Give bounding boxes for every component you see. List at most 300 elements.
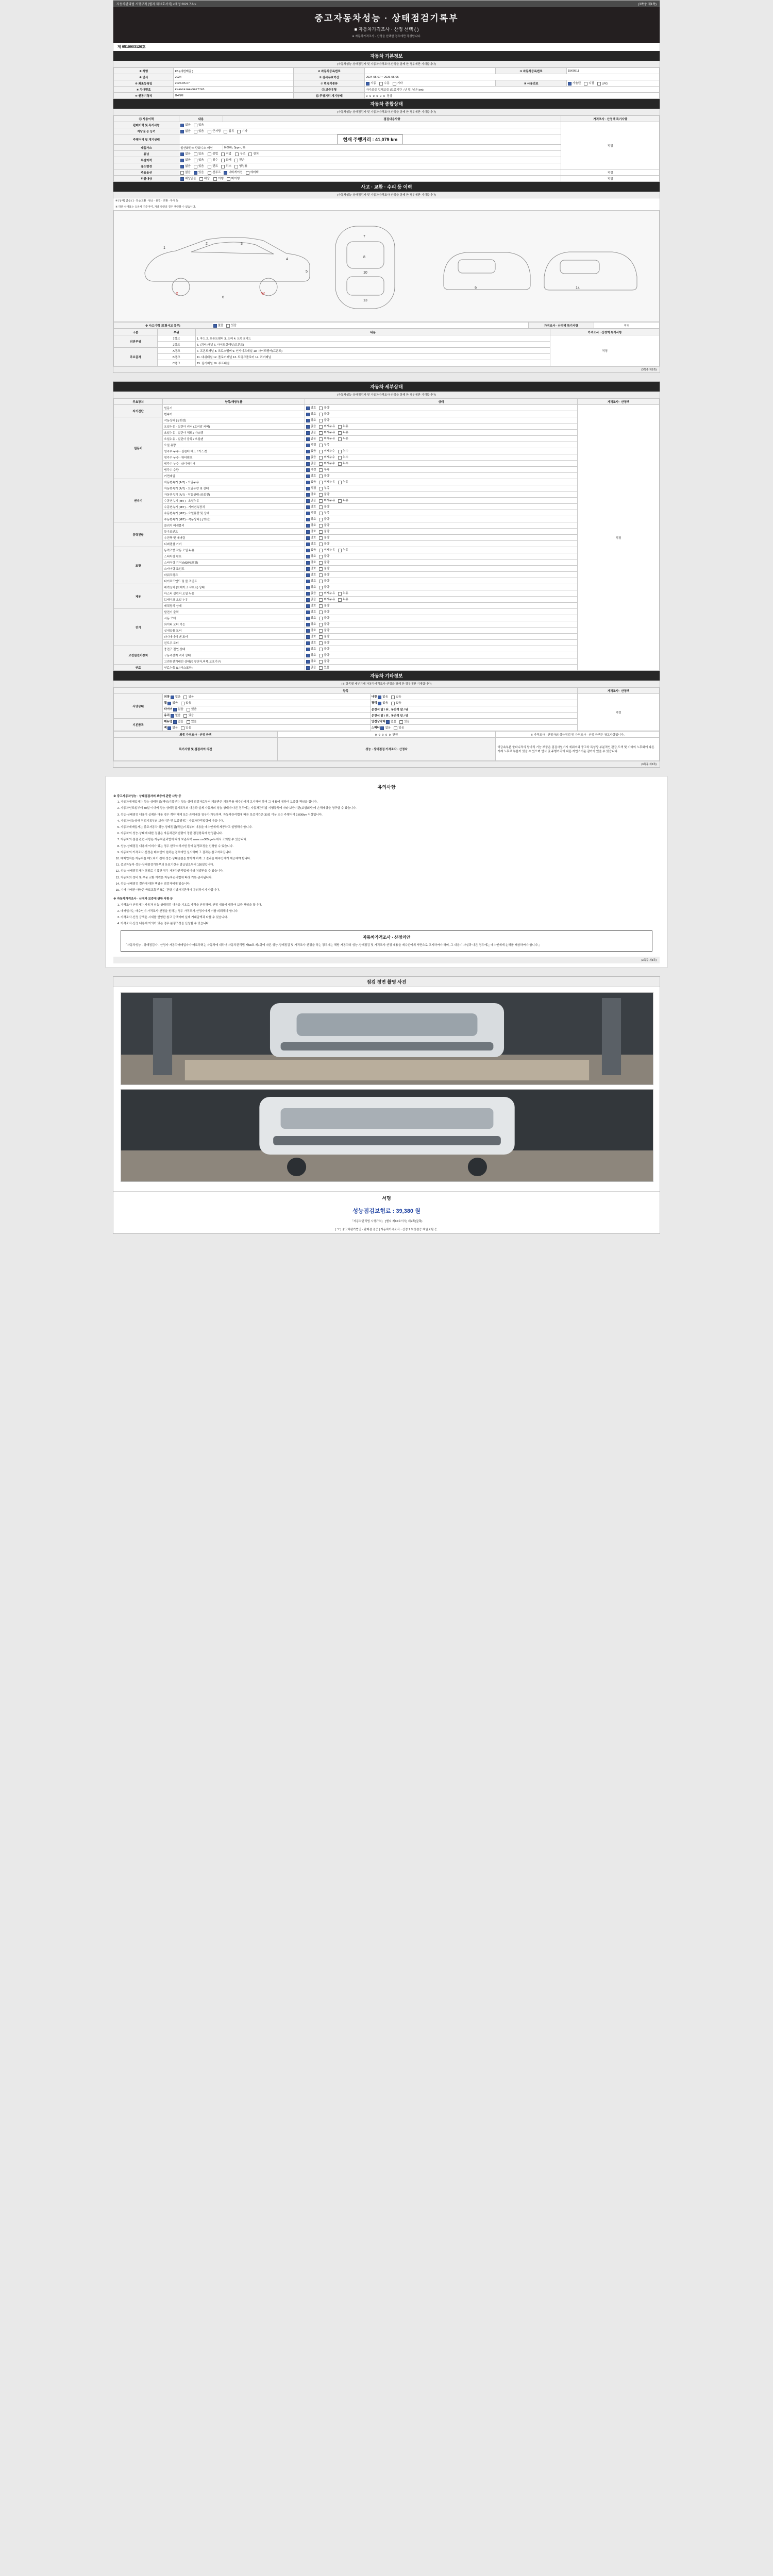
detail-item-options[interactable] — [305, 609, 578, 615]
svg-text:X: X — [176, 292, 178, 296]
declaration-box — [121, 930, 652, 951]
checkbox-option[interactable]: 없음 — [306, 548, 316, 552]
checkbox-option[interactable]: 불량 — [319, 529, 329, 533]
checkbox-option[interactable]: 있음 — [391, 694, 401, 699]
checkbox-option[interactable]: 미세누유 — [319, 436, 335, 440]
rank-3-r: B랭크 — [157, 354, 195, 360]
detail-item-label: 수동변속기 (M/T) - 기어변속장치 — [163, 504, 305, 510]
detail-item-options[interactable] — [305, 658, 578, 665]
checkbox-option[interactable]: 있음 — [391, 701, 401, 705]
detail-item-options[interactable] — [305, 572, 578, 578]
detail-item-options[interactable] — [305, 566, 578, 572]
detail-item-options[interactable] — [305, 405, 578, 411]
checkbox-option[interactable]: 누유 — [338, 498, 348, 502]
checkbox-option[interactable]: 양호 — [306, 492, 316, 496]
detail-item-label: 충전구 절연 상태 — [163, 646, 305, 652]
overall-row-0-val: 없음 있음 — [179, 122, 561, 128]
checkbox-option[interactable]: 누유 — [338, 430, 348, 434]
checkbox-option[interactable]: 불량 — [319, 572, 329, 577]
checkbox-option[interactable]: 양호 — [306, 473, 316, 478]
checkbox-option[interactable]: 양호 — [306, 412, 316, 416]
detail-item-options[interactable] — [305, 652, 578, 658]
checkbox-option[interactable]: 있음 — [187, 719, 197, 723]
detail-item-options[interactable] — [305, 634, 578, 640]
label-first-reg: ⑥ 최초등록일 — [114, 80, 174, 87]
detail-item-label: 자동변속기 (A/T) - 오일유량 및 상태 — [163, 485, 305, 492]
detail-item-options[interactable] — [305, 665, 578, 671]
checkbox-option[interactable]: 없음 — [386, 719, 396, 723]
detail-group-label: 변속기 — [114, 479, 163, 522]
checkbox-option[interactable]: 불량 — [319, 653, 329, 657]
final-price-label: 최종 가격조사 · 산정 금액 — [114, 732, 278, 738]
detail-group-label: 동력전달 — [114, 522, 163, 547]
car-damage-diagram — [113, 210, 660, 322]
etc-group-label: 사양상태 — [114, 694, 163, 719]
checkbox-option[interactable]: 불량 — [319, 634, 329, 638]
detail-price-note: 적정 — [578, 405, 660, 671]
checkbox-option[interactable]: 불량 — [319, 541, 329, 546]
value-fuel: 가솔린 디젤 LPG — [566, 80, 659, 87]
detail-item-label: 작동상태 (공회전) — [163, 417, 305, 423]
checkbox-option[interactable]: 미세누유 — [319, 430, 335, 434]
detail-item-options[interactable] — [305, 411, 578, 417]
rank-1-v: 5. (쿼터)패널 6. 사이드실패널(프론트) — [195, 342, 550, 348]
detail-item-options[interactable] — [305, 461, 578, 467]
document-page — [0, 0, 773, 1234]
checkbox-option[interactable]: 미세누유 — [319, 548, 335, 552]
rank-price: 적정 — [550, 335, 660, 366]
detail-item-options[interactable] — [305, 535, 578, 541]
checkbox-option[interactable]: 불량 — [319, 647, 329, 651]
checkbox-option[interactable]: 양호 — [306, 418, 316, 422]
detail-head-3: 가격조사 · 산정액 — [578, 399, 660, 405]
detail-head-1: 항목/해당부품 — [163, 399, 305, 405]
checkbox-option[interactable]: 있음 — [319, 665, 329, 669]
checkbox-option[interactable]: 양호 — [306, 554, 316, 558]
etc-item-a[interactable]: 타이어 없음 있음 — [163, 706, 370, 713]
checkbox-option[interactable]: 불량 — [319, 579, 329, 583]
checkbox-option[interactable]: 불량 — [319, 659, 329, 663]
section-accident-sub: (자동차성능·상태점검자 및 자동차가격조사·산정을 함께 한 경우에만 기재합니다) — [113, 192, 660, 198]
checkbox-option[interactable]: 없음 — [306, 461, 316, 465]
value-engine-type: G4NM — [174, 93, 294, 99]
checkbox-option[interactable]: 미세누유 — [319, 480, 335, 484]
checkbox-option[interactable]: 양호 — [306, 603, 316, 607]
checkbox-option[interactable]: 있음 — [183, 713, 194, 717]
checkbox-option[interactable]: 없음 — [173, 719, 183, 723]
svg-text:5: 5 — [306, 270, 308, 274]
detail-item-label: 오일누유 - 실린더 헤드 / 가스켓 — [163, 430, 305, 436]
overall-row-6-val: 없음 있음 선루프 내비게이션 에어백 — [179, 170, 561, 176]
detail-item-options[interactable] — [305, 522, 578, 529]
checkbox-option[interactable]: 미세누수 — [319, 449, 335, 453]
detail-group-label: 전기 — [114, 609, 163, 646]
detail-item-label: 냉각수 누수 - 라디에이터 — [163, 461, 305, 467]
checkbox-option[interactable]: 양호 — [306, 579, 316, 583]
table-row — [114, 405, 660, 411]
document-title-note: ※ 자동차가격조사 · 산정을 선택한 경우에만 작성합니다. — [351, 35, 422, 38]
detail-item-options[interactable] — [305, 640, 578, 646]
notice-h1: ※ 중고자동차성능 · 상태점검자의 보증에 관한 사항 등 — [113, 794, 181, 798]
list-item: 1. 자동차매매업자는 성능·상태점검(책임)기록부는 성능·상태 점검자로부터 제공받은 기록부를 매수인에게 고지해야 하며 그 내용에 대하여 보증할 책임을 집니다. — [121, 800, 660, 805]
checkbox-option[interactable]: 부족 — [319, 443, 329, 447]
overall-row-5-val: 없음 있음 렌트 리스 영업용 — [179, 163, 561, 170]
overall-price-note: 적정 — [561, 122, 660, 170]
checkbox-option[interactable]: 미세누수 — [319, 455, 335, 459]
checkbox-option[interactable]: 양호 — [306, 535, 316, 539]
detail-item-options[interactable] — [305, 547, 578, 553]
detail-item-options[interactable] — [305, 597, 578, 603]
detail-item-options[interactable] — [305, 603, 578, 609]
detail-item-label: 오일누유 - 실린더 커버 (로커암 커버) — [163, 423, 305, 430]
detail-item-label: 브레이크 오일 누유 — [163, 597, 305, 603]
detail-group-label: 원동기 — [114, 417, 163, 479]
detail-item-options[interactable] — [305, 479, 578, 485]
sheet-2 — [113, 381, 660, 768]
checkbox-option[interactable]: 양호 — [306, 628, 316, 632]
checkbox-option[interactable]: 없음 — [306, 430, 316, 434]
detail-item-label: 자동변속기 (A/T) - 오일누유 — [163, 479, 305, 485]
checkbox-option[interactable]: 불량 — [319, 405, 329, 410]
checkbox-option[interactable]: 부족 — [319, 467, 329, 471]
car-diagram-svg — [114, 211, 659, 320]
declaration-text: 「자동차성능 · 상태점검자 · 산정자 자동차매매업자가 매도하려는 자동차에 대하여 자동차관리법 제58조 제1항에 따른 성능·상태점검 및 가격조사·산정을 하는 경우에는 해당 자동차의 성능·상태점검 및 가격조사·산정 내용을 매수인에게 서면으로 고지하여야 하며, 그 내용이 사실과 다른 경우에는 매수인에게 손해를 배상하여야 합니다.」 — [124, 943, 542, 947]
etc-item-b[interactable]: 광택 없음 있음 — [370, 700, 577, 706]
detail-item-label: 추진축 및 베어링 — [163, 535, 305, 541]
checkbox-option[interactable]: 있음 — [181, 725, 191, 730]
detail-item-options[interactable] — [305, 417, 578, 423]
checkbox-option[interactable]: 없음 — [306, 436, 316, 440]
detail-item-options[interactable] — [305, 578, 578, 584]
checkbox-option[interactable]: 양호 — [306, 560, 316, 564]
detail-item-options[interactable] — [305, 492, 578, 498]
detail-item-options[interactable] — [305, 560, 578, 566]
checkbox-option[interactable]: 양호 — [306, 405, 316, 410]
checkbox-option[interactable]: 없음 — [378, 701, 388, 705]
list-item: 6. 자동차의 성능·상태에 대한 점검은 자동차관리법령이 정한 점검항목에 한정됩니다. — [121, 832, 660, 836]
checkbox-option[interactable]: 양호 — [306, 622, 316, 626]
detail-item-options[interactable] — [305, 529, 578, 535]
checkbox-option[interactable]: 적정 — [306, 443, 316, 447]
label-year: ④ 연식 — [114, 74, 174, 80]
checkbox-option[interactable]: 불량 — [319, 473, 329, 478]
checkbox-option[interactable]: 불량 — [319, 418, 329, 422]
list-item: 12. 성능·상태점검자가 허위로 기록한 경우 자동차관리법에 따라 처벌받을 수 있습니다. — [121, 869, 660, 874]
checkbox-option[interactable]: 양호 — [306, 653, 316, 657]
detail-item-options[interactable] — [305, 423, 578, 430]
overall-row-7-key: 리콜대상 — [114, 176, 179, 182]
detail-item-options[interactable] — [305, 621, 578, 628]
overall-state-table — [113, 115, 660, 182]
section-detail-bar: 자동차 세부상태 — [113, 382, 660, 392]
checkbox-option[interactable]: 미세누유 — [319, 597, 335, 601]
declaration-title: 자동차가격조사 · 산정의안 — [362, 935, 411, 940]
detail-item-options[interactable] — [305, 442, 578, 448]
checkbox-option[interactable]: 없음 — [380, 725, 391, 730]
document-title: 중고자동차성능 · 상태점검기록부 — [314, 13, 459, 23]
etc-table — [113, 687, 660, 731]
checkbox-option[interactable]: 불량 — [319, 640, 329, 645]
svg-text:2: 2 — [206, 242, 208, 246]
overall-head-1: 내용 — [179, 116, 223, 122]
special-note-label: 특기사항 및 점검자의 의견 — [114, 738, 278, 761]
checkbox-option[interactable]: 양호 — [306, 585, 316, 589]
detail-item-options[interactable] — [305, 510, 578, 516]
detail-item-options[interactable] — [305, 448, 578, 454]
value-vin: KNAG241WAN5977705 — [174, 87, 294, 93]
checkbox-option[interactable]: 불량 — [319, 504, 329, 509]
checkbox-option[interactable]: 누수 — [338, 461, 348, 465]
checkbox-option[interactable]: 미세누유 — [319, 591, 335, 595]
checkbox-option[interactable]: 없음 — [173, 707, 183, 711]
checkbox-option[interactable]: 양호 — [306, 566, 316, 570]
checkbox-option[interactable]: 부족 — [319, 486, 329, 490]
detail-item-options[interactable] — [305, 646, 578, 652]
list-item: 15. 기타 자세한 사항은 국토교통부 또는 관할 지방자치단체에 문의하시기 바랍니다. — [121, 888, 660, 893]
checkbox-option[interactable]: 불량 — [319, 560, 329, 564]
detail-item-options[interactable] — [305, 436, 578, 442]
overall-row-6-price: 적정 — [561, 170, 660, 176]
checkbox-option[interactable]: 누유 — [338, 591, 348, 595]
checkbox-option[interactable]: 적정 — [306, 511, 316, 515]
detail-item-options[interactable] — [305, 467, 578, 473]
checkbox-option[interactable]: 없음 — [171, 694, 181, 699]
checkbox-option[interactable]: 없음 — [306, 480, 316, 484]
checkbox-option[interactable]: 없음 — [167, 725, 178, 730]
checkbox-option[interactable]: 없음 — [306, 455, 316, 459]
checkbox-option[interactable]: 누유 — [338, 548, 348, 552]
checkbox-option[interactable]: 누유 — [338, 597, 348, 601]
list-item: 11. 중고자동차 성능·상태점검기록부의 유효기간은 발급일로부터 120일입니다. — [121, 863, 660, 868]
overall-row-3-val: 없음 있음 불법 적법 구조 장치 — [179, 151, 561, 157]
signature-label: 서명 — [113, 1191, 660, 1205]
detail-item-options[interactable] — [305, 485, 578, 492]
footer-line-2: ( ㅜ ) 중고차평가법인 · 판매점 검증 | 자동차가격조사 · 산정 1 보장검증 책임보험 등. — [335, 1228, 438, 1232]
overall-odometer-value — [179, 134, 561, 145]
sheet-3-notice — [106, 776, 667, 968]
checkbox-option[interactable]: 불량 — [319, 628, 329, 632]
basic-info-table — [113, 67, 660, 99]
checkbox-option[interactable]: 적정 — [306, 467, 316, 471]
checkbox-option[interactable]: 양호 — [306, 647, 316, 651]
value-first-reg: 2024-05-07 — [174, 80, 294, 87]
sheet-1 — [113, 0, 660, 373]
detail-item-label: 냉각수 수량 — [163, 467, 305, 473]
checkbox-option[interactable]: 적정 — [306, 486, 316, 490]
checkbox-option[interactable]: 불량 — [319, 535, 329, 539]
checkbox-option[interactable]: 없음 — [306, 597, 316, 601]
detail-item-label: 배력장치 상태 — [163, 603, 305, 609]
checkbox-option[interactable]: 있음 — [187, 707, 197, 711]
rank-head-0: 구분 — [114, 329, 158, 335]
detail-item-options[interactable] — [305, 628, 578, 634]
checkbox-option[interactable]: 있음 — [394, 725, 404, 730]
checkbox-option[interactable]: 양호 — [306, 640, 316, 645]
etc-item-b[interactable]: 안전삼각대 없음 있음 — [370, 719, 577, 725]
detail-item-options[interactable] — [305, 430, 578, 436]
document-title-block — [113, 7, 660, 43]
checkbox-option[interactable]: 없음 — [306, 665, 316, 669]
checkbox-option[interactable]: 있음 — [181, 701, 191, 705]
etc-item-b[interactable]: 내장 없음 있음 — [370, 694, 577, 700]
checkbox-option[interactable]: 양호 — [306, 616, 316, 620]
checkbox-option[interactable]: 없음 — [306, 449, 316, 453]
detail-group-label: 고전원전기장치 — [114, 646, 163, 665]
overall-row-7-price: 적정 — [561, 176, 660, 182]
checkbox-option[interactable]: 불량 — [319, 412, 329, 416]
etc-item-a[interactable]: 유리 없음 있음 — [163, 713, 370, 719]
checkbox-option[interactable]: 양호 — [306, 529, 316, 533]
etc-item-a[interactable]: 외장 없음 있음 — [163, 694, 370, 700]
checkbox-option[interactable]: 불량 — [319, 603, 329, 607]
detail-item-options[interactable] — [305, 498, 578, 504]
photo-front-graphic — [121, 993, 653, 1084]
checkbox-option[interactable]: 없음 — [167, 701, 178, 705]
checkbox-option[interactable]: 양호 — [306, 517, 316, 521]
checkbox-option[interactable]: 없음 — [378, 694, 388, 699]
detail-item-options[interactable] — [305, 553, 578, 560]
detail-item-label: 원동기 — [163, 405, 305, 411]
detail-item-label: 등속조인트 — [163, 529, 305, 535]
value-year: 2024 — [174, 74, 294, 80]
checkbox-option[interactable]: 없음 — [306, 591, 316, 595]
document-number: 제 9510903120호 — [117, 45, 146, 49]
detail-item-label: 동력조향 작동 오일 누유 — [163, 547, 305, 553]
label-fuel: ⑧ 사용연료 — [496, 80, 567, 87]
detail-item-options[interactable] — [305, 516, 578, 522]
etc-head-0: 항목 — [114, 688, 578, 694]
svg-text:3: 3 — [241, 242, 243, 246]
checkbox-option[interactable]: 불량 — [319, 616, 329, 620]
accident-rank-table — [113, 329, 660, 366]
sheet1-footer: (3쪽중 제1쪽) — [113, 366, 660, 372]
detail-group-label: 조향 — [114, 547, 163, 584]
detail-item-label: 마스터 실린더 오일 누유 — [163, 590, 305, 597]
checkbox-option[interactable]: 누유 — [338, 436, 348, 440]
rank-head-1: 부위 — [157, 329, 195, 335]
page-mark-1: (3쪽중 제1쪽) — [638, 3, 657, 6]
checkbox-option[interactable]: 미세누유 — [319, 498, 335, 502]
etc-item-b[interactable]: 스패너 없음 있음 — [370, 725, 577, 731]
detail-item-label: 자동변속기 (A/T) - 작동상태 (공회전) — [163, 492, 305, 498]
checkbox-option[interactable]: 불량 — [319, 609, 329, 614]
value-reg-a — [365, 68, 496, 74]
detail-head-0: 주요장치 — [114, 399, 163, 405]
svg-text:1: 1 — [163, 246, 165, 250]
section-overall-bar: 자동차 종합상태 — [113, 99, 660, 109]
etc-item-a[interactable]: 휠 없음 있음 — [163, 700, 370, 706]
list-item: 2. 매매업자는 매수인이 가격조사·산정을 원하는 경우 가격조사·산정자에게 이를 의뢰해야 합니다. — [121, 909, 660, 914]
checkbox-option[interactable]: 없음 — [306, 424, 316, 428]
label-reg-a: ② 자동차등록번호 — [294, 68, 365, 74]
label-vin: ⑨ 차대번호 — [114, 87, 174, 93]
accident-price: 적정 — [594, 323, 659, 329]
svg-text:7: 7 — [363, 235, 365, 239]
checkbox-option[interactable]: 누수 — [338, 455, 348, 459]
checkbox-option[interactable]: 불량 — [319, 554, 329, 558]
list-item: 5. 자동차매매업자는 중고자동차 성능·상태점검(책임)기록부의 내용을 매수인에게 제공하고 설명해야 합니다. — [121, 825, 660, 830]
value-warranty-type: 자가보증 업체보증 (보증기간 : 년 월, 남은 km) — [365, 87, 660, 93]
detail-item-label: 라디에이터 팬 모터 — [163, 634, 305, 640]
overall-row-2-val: 0.00%, 3ppm, % — [223, 145, 561, 151]
checkbox-option[interactable]: 불량 — [319, 585, 329, 589]
checkbox-option[interactable]: 없음 — [306, 498, 316, 502]
list-item: 4. 가격조사·산정 내용에 이의가 있는 경우 분쟁조정을 신청할 수 있습니다. — [121, 922, 660, 926]
detail-item-label: 윈도우 모터 — [163, 640, 305, 646]
checkbox-option[interactable]: 누유 — [338, 424, 348, 428]
overall-row-2-sub: 일산화탄소 탄화수소 매연 — [179, 145, 223, 151]
photo-underbody-front — [121, 992, 653, 1085]
checkbox-option[interactable]: 불량 — [319, 566, 329, 570]
etc-item-a[interactable]: 매뉴얼 없음 있음 — [163, 719, 370, 725]
checkbox-option[interactable]: 미세누수 — [319, 461, 335, 465]
overall-row-1-key: 저당권 등 등기 — [114, 128, 179, 134]
label-transmission: ⑦ 변속기종류 — [294, 80, 365, 87]
checkbox-option[interactable]: 양호 — [306, 572, 316, 577]
checkbox-option[interactable]: 양호 — [306, 541, 316, 546]
label-warranty-type: ⑪ 보증유형 — [294, 87, 365, 93]
value-car-name: K5 (세번째골 ) — [174, 68, 294, 74]
detail-item-label: 오일 유량 — [163, 442, 305, 448]
sheet-4-photos — [113, 976, 660, 1234]
detail-item-options[interactable] — [305, 504, 578, 510]
checkbox-option[interactable]: 양호 — [306, 634, 316, 638]
rank-0-r: 1랭크 — [157, 335, 195, 342]
etc-item-b[interactable]: 운전석 앞 / 뒤 , 동반석 앞 / 뒤 — [370, 713, 577, 719]
checkbox-option[interactable]: 부족 — [319, 511, 329, 515]
detail-item-options[interactable] — [305, 473, 578, 479]
checkbox-option[interactable]: 양호 — [306, 609, 316, 614]
checkbox-option[interactable]: 누유 — [338, 480, 348, 484]
section-etc-bar: 자동차 기타정보 — [113, 671, 660, 681]
checkbox-option[interactable]: 양호 — [306, 523, 316, 527]
final-price-table — [113, 731, 660, 761]
checkbox-option[interactable]: 누수 — [338, 449, 348, 453]
checkbox-option[interactable]: 있음 — [183, 694, 194, 699]
checkbox-option[interactable]: 불량 — [319, 517, 329, 521]
rank-2-r: A랭크 — [157, 348, 195, 354]
svg-text:9: 9 — [475, 286, 477, 290]
etc-item-b[interactable]: 운전석 앞 / 뒤 , 동반석 앞 / 뒤 — [370, 706, 577, 713]
rank-head-2: 내용 — [195, 329, 550, 335]
detail-item-options[interactable] — [305, 590, 578, 597]
detail-item-options[interactable] — [305, 454, 578, 461]
rank-group-frame: 주요골격 — [114, 348, 158, 366]
checkbox-option[interactable]: 불량 — [319, 622, 329, 626]
list-item: 9. 자동차의 가격조사·산정은 매수인이 원하는 경우에만 실시하며 그 결과는 참고자료입니다. — [121, 851, 660, 855]
rank-1-r: 2랭크 — [157, 342, 195, 348]
detail-item-options[interactable] — [305, 615, 578, 621]
detail-group-label: 연료 — [114, 665, 163, 671]
detail-item-options[interactable] — [305, 541, 578, 547]
detail-item-label: 와이퍼 모터 기능 — [163, 621, 305, 628]
photos-container — [113, 987, 660, 1191]
checkbox-option[interactable]: 없음 — [171, 713, 181, 717]
checkbox-option[interactable]: 미세누유 — [319, 424, 335, 428]
etc-item-a[interactable]: 잭 없음 있음 — [163, 725, 370, 731]
checkbox-option[interactable]: 양호 — [306, 659, 316, 663]
detail-item-label: 타이로드엔드 및 볼 조인트 — [163, 578, 305, 584]
checkbox-option[interactable]: 양호 — [306, 504, 316, 509]
document-subtitle: ■ 자동차가격조사 · 산정 선택 ( ) — [354, 27, 419, 32]
checkbox-option[interactable]: 불량 — [319, 492, 329, 496]
checkbox-option[interactable]: 불량 — [319, 523, 329, 527]
checkbox-option[interactable]: 있음 — [399, 719, 410, 723]
list-item: 1. 가격조사·산정자는 자동차 성능·상태점검 내용을 기초로 가격을 산정하며, 산정 내용에 대하여 보증 책임을 집니다. — [121, 903, 660, 908]
label-reg-b: ③ 자동차등록번호 — [496, 68, 567, 74]
list-item: 10. 매매업자는 자동차를 매도하기 전에 성능·상태점검을 받아야 하며 그 결과를 매수인에게 제공해야 합니다. — [121, 857, 660, 861]
detail-item-options[interactable] — [305, 584, 578, 590]
